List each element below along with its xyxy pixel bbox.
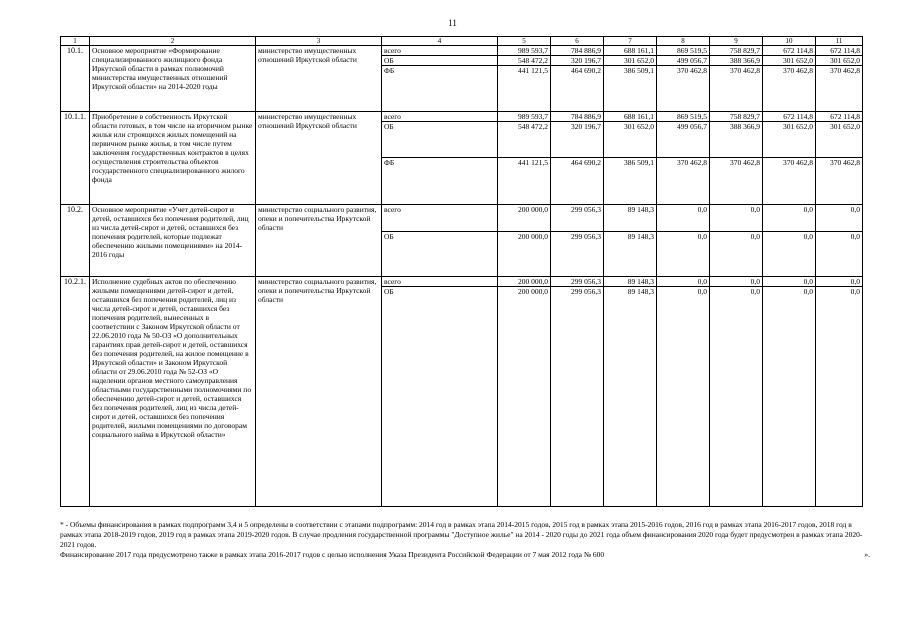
value-cell: 299 056,3	[551, 205, 604, 232]
value-cell: 688 161,1	[604, 46, 657, 56]
footnotes	[60, 520, 870, 560]
value-cell: 301 652,0	[816, 56, 863, 66]
value-cell: 89 148,3	[604, 232, 657, 277]
value-cell: 688 161,1	[604, 112, 657, 122]
value-cell: 464 690,2	[551, 158, 604, 205]
col-header: 9	[710, 37, 763, 46]
value-cell: 388 366,9	[710, 56, 763, 66]
col-header: 8	[657, 37, 710, 46]
funding-source: ФБ	[382, 158, 498, 205]
col-header: 1	[61, 37, 90, 46]
footnote-2017-block	[60, 550, 870, 560]
value-cell: 200 000,0	[498, 287, 551, 507]
budget-table	[60, 36, 863, 507]
table-row	[61, 46, 863, 56]
funding-source: ФБ	[382, 66, 498, 112]
col-header: 11	[816, 37, 863, 46]
value-cell: 386 509,1	[604, 158, 657, 205]
closing-quote: ».	[864, 550, 870, 559]
value-cell: 672 114,8	[763, 46, 816, 56]
value-cell: 0,0	[816, 232, 863, 277]
value-cell: 758 829,7	[710, 112, 763, 122]
value-cell: 0,0	[816, 277, 863, 287]
table-row	[61, 205, 863, 232]
value-cell: 301 652,0	[604, 122, 657, 158]
value-cell: 0,0	[657, 205, 710, 232]
col-header: 2	[90, 37, 256, 46]
item-name: Приобретение в собственность Иркутской области готовых, в том числе на вторичном рынке жилья или строящихся жилых помещений на первичном рынке жилья, в том числе путем заключения государственных контрактов в целях осуществления строительства объектов государственного специализированного жилого фонда	[90, 112, 256, 205]
item-number: 10.1.1.	[61, 112, 90, 205]
value-cell: 370 462,8	[710, 158, 763, 205]
value-cell: 0,0	[763, 277, 816, 287]
value-cell: 89 148,3	[604, 287, 657, 507]
value-cell: 0,0	[763, 232, 816, 277]
value-cell: 0,0	[816, 205, 863, 232]
table-row	[61, 277, 863, 287]
col-header: 4	[382, 37, 498, 46]
value-cell: 299 056,3	[551, 277, 604, 287]
item-number: 10.2.1.	[61, 277, 90, 507]
page-number: 11	[448, 18, 457, 28]
value-cell: 89 148,3	[604, 277, 657, 287]
item-name: Основное мероприятие «Учет детей-сирот и детей, оставшихся без попечения родителей, лиц из числа детей-сирот и детей, оставшихся без попечения родителей, которые подлежат обеспечению жилыми помещениями» на 2014-2016 годы	[90, 205, 256, 277]
value-cell: 386 509,1	[604, 66, 657, 112]
value-cell: 301 652,0	[763, 122, 816, 158]
value-cell: 370 462,8	[710, 66, 763, 112]
value-cell: 989 593,7	[498, 46, 551, 56]
value-cell: 301 652,0	[604, 56, 657, 66]
value-cell: 548 472,2	[498, 122, 551, 158]
col-header: 7	[604, 37, 657, 46]
value-cell: 499 056,7	[657, 56, 710, 66]
value-cell: 869 519,5	[657, 112, 710, 122]
item-number: 10.1.	[61, 46, 90, 112]
funding-source: всего	[382, 112, 498, 122]
value-cell: 0,0	[710, 232, 763, 277]
value-cell: 989 593,7	[498, 112, 551, 122]
value-cell: 441 121,5	[498, 66, 551, 112]
value-cell: 200 000,0	[498, 277, 551, 287]
value-cell: 301 652,0	[816, 122, 863, 158]
value-cell: 299 056,3	[551, 232, 604, 277]
value-cell: 0,0	[710, 277, 763, 287]
value-cell: 869 519,5	[657, 46, 710, 56]
funding-source: ОБ	[382, 232, 498, 277]
value-cell: 320 196,7	[551, 56, 604, 66]
value-cell: 200 000,0	[498, 232, 551, 277]
column-number-row	[61, 37, 863, 46]
table-row	[61, 112, 863, 122]
item-executor: министерство социального развития, опеки и попечительства Иркутской области	[256, 205, 382, 277]
item-name: Исполнение судебных актов по обеспечению жилыми помещениями детей-сирот и детей, оставшихся без попечения родителей, лиц из числа детей-сирот и детей, оставшихся без попечения родителей, вынесенных в соответствии с Законом Иркутской области от 22.06.2010 года № 50-ОЗ «О дополнительных гарантиях прав детей-сирот и детей, оставшихся без попечения родителей, на жилое помещение в Иркутской области» и Законом Иркутской области от 29.06.2010 года № 52-ОЗ «О наделении органов местного самоуправления областными государственными полномочиями по обеспечению детей-сирот и детей, оставшихся без попечения родителей, лиц из числа детей-сирот и детей, оставшихся без попечения родителей, жилыми помещениями по договорам социального найма в Иркутской области»	[90, 277, 256, 507]
funding-source: ОБ	[382, 287, 498, 507]
col-header: 5	[498, 37, 551, 46]
value-cell: 370 462,8	[763, 158, 816, 205]
footnote-phasing: * - Объемы финансирования в рамках подпрограмм 3,4 и 5 определены в соответствии с этапами подпрограмм: 2014 год в рамках этапа 2014-2015 годов, 2015 год в рамках этапа 2015-2016 годов, 2016 год в рамках этапа 2016-2017 годов, 2018 год в рамках этапа 2018-2019 годов, 2019 год в рамках этапа 2019-2020 годов. В случае продления государственной программы "Доступное жилье" на 2014 - 2020 годы до 2021 года объем финансирования 2020 года будет предусмотрен в рамках этапа 2020-2021 годов.	[60, 520, 863, 549]
value-cell: 672 114,8	[816, 46, 863, 56]
item-executor: министерство имущественных отношений Иркутской области	[256, 46, 382, 112]
col-header: 3	[256, 37, 382, 46]
funding-source: всего	[382, 277, 498, 287]
col-header: 10	[763, 37, 816, 46]
value-cell: 784 886,9	[551, 112, 604, 122]
value-cell: 370 462,8	[763, 66, 816, 112]
footnote-2017: Финансирование 2017 года предусмотрено также в рамках этапа 2016-2017 годов с целью исполнения Указа Президента Российской Федерации от 7 мая 2012 года № 600	[60, 550, 605, 559]
value-cell: 299 056,3	[551, 287, 604, 507]
value-cell: 200 000,0	[498, 205, 551, 232]
item-number: 10.2.	[61, 205, 90, 277]
value-cell: 0,0	[657, 287, 710, 507]
value-cell: 672 114,8	[816, 112, 863, 122]
value-cell: 464 690,2	[551, 66, 604, 112]
value-cell: 370 462,8	[816, 158, 863, 205]
value-cell: 370 462,8	[657, 158, 710, 205]
value-cell: 0,0	[816, 287, 863, 507]
col-header: 6	[551, 37, 604, 46]
funding-source: ОБ	[382, 56, 498, 66]
value-cell: 0,0	[657, 277, 710, 287]
value-cell: 0,0	[763, 205, 816, 232]
value-cell: 0,0	[710, 205, 763, 232]
value-cell: 301 652,0	[763, 56, 816, 66]
value-cell: 370 462,8	[816, 66, 863, 112]
value-cell: 0,0	[710, 287, 763, 507]
value-cell: 548 472,2	[498, 56, 551, 66]
value-cell: 672 114,8	[763, 112, 816, 122]
funding-source: ОБ	[382, 122, 498, 158]
value-cell: 0,0	[763, 287, 816, 507]
value-cell: 0,0	[657, 232, 710, 277]
value-cell: 89 148,3	[604, 205, 657, 232]
item-executor: министерство социального развития, опеки и попечительства Иркутской области	[256, 277, 382, 507]
value-cell: 441 121,5	[498, 158, 551, 205]
funding-source: всего	[382, 205, 498, 232]
value-cell: 499 056,7	[657, 122, 710, 158]
value-cell: 784 886,9	[551, 46, 604, 56]
item-name: Основное мероприятие «Формирование специализированного жилищного фонда Иркутской области в рамках полномочий министерства имущественных отношений Иркутской области» на 2014-2020 годы	[90, 46, 256, 112]
funding-source: всего	[382, 46, 498, 56]
item-executor: министерство имущественных отношений Иркутской области	[256, 112, 382, 205]
value-cell: 370 462,8	[657, 66, 710, 112]
value-cell: 758 829,7	[710, 46, 763, 56]
value-cell: 320 196,7	[551, 122, 604, 158]
value-cell: 388 366,9	[710, 122, 763, 158]
